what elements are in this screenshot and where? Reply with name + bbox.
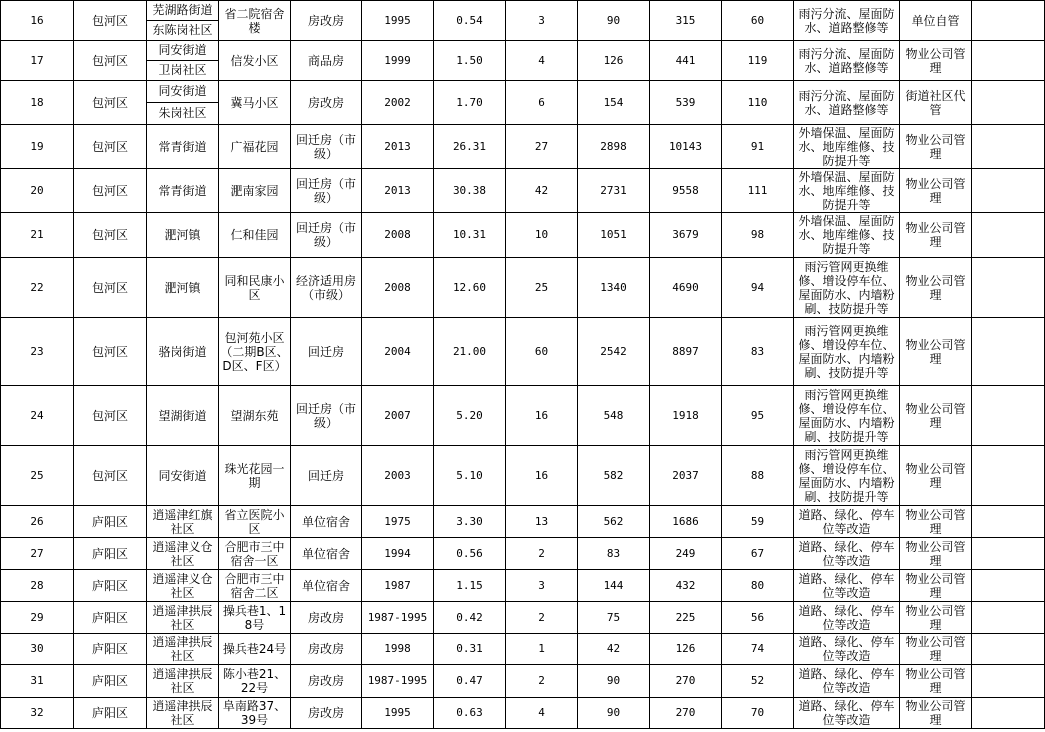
cell-no: 32 [1,698,74,729]
cell-no: 19 [1,125,74,169]
cell-name: 操兵巷1、18号 [219,602,291,634]
cell-buildings: 3 [506,570,578,602]
cell-area: 0.42 [434,602,506,634]
cell-buildings: 42 [506,169,578,213]
cell-empty [972,446,1045,506]
cell-mgmt: 物业公司管理 [900,506,972,538]
street-name: 同安街道 [158,84,207,98]
cell-mgmt: 物业公司管理 [900,386,972,446]
cell-mgmt: 物业公司管理 [900,125,972,169]
cell-mgmt: 物业公司管理 [900,538,972,570]
cell-households: 1051 [578,213,650,258]
cell-area: 3.30 [434,506,506,538]
cell-score: 88 [722,446,794,506]
cell-district: 包河区 [74,213,147,258]
cell-district: 包河区 [74,169,147,213]
cell-street: 淝河镇 [147,258,219,318]
cell-street: 逍遥津拱辰社区 [147,665,219,698]
cell-mgmt: 街道社区代管 [900,81,972,125]
cell-mgmt: 物业公司管理 [900,258,972,318]
cell-district: 庐阳区 [74,570,147,602]
cell-year: 2007 [362,386,434,446]
cell-empty [972,125,1045,169]
cell-area: 5.10 [434,446,506,506]
table-row [1,213,1045,258]
cell-no: 27 [1,538,74,570]
cell-no: 31 [1,665,74,698]
cell-name: 合肥市三中宿舍一区 [219,538,291,570]
cell-empty [972,665,1045,698]
table-row [1,41,1045,81]
cell-score: 95 [722,386,794,446]
cell-empty [972,506,1045,538]
cell-type: 回迁房（市级） [291,213,362,258]
cell-people: 249 [650,538,722,570]
cell-empty [972,1,1045,41]
cell-people: 225 [650,602,722,634]
cell-content: 道路、绿化、停车位等改造 [794,538,900,570]
street-name: 芜湖路街道 [152,3,213,17]
cell-households: 90 [578,1,650,41]
cell-area: 26.31 [434,125,506,169]
cell-households: 2898 [578,125,650,169]
cell-name: 操兵巷24号 [219,634,291,665]
cell-mgmt: 物业公司管理 [900,41,972,81]
cell-people: 9558 [650,169,722,213]
cell-households: 90 [578,665,650,698]
cell-name: 信发小区 [219,41,291,81]
cell-type: 房改房 [291,698,362,729]
cell-district: 庐阳区 [74,634,147,665]
cell-district: 庐阳区 [74,665,147,698]
cell-area: 21.00 [434,318,506,386]
cell-street: 逍遥津义仓社区 [147,570,219,602]
cell-buildings: 2 [506,602,578,634]
table-row [1,665,1045,698]
cell-district: 包河区 [74,1,147,41]
cell-content: 道路、绿化、停车位等改造 [794,570,900,602]
cell-people: 1918 [650,386,722,446]
cell-content: 雨污管网更换维修、增设停车位、屋面防水、内墙粉刷、技防提升等 [794,446,900,506]
cell-mgmt: 物业公司管理 [900,665,972,698]
cell-year: 1987-1995 [362,665,434,698]
table-row [1,386,1045,446]
cell-no: 20 [1,169,74,213]
table-row [1,538,1045,570]
cell-name: 阜南路37、39号 [219,698,291,729]
cell-district: 包河区 [74,41,147,81]
cell-mgmt: 物业公司管理 [900,446,972,506]
cell-name: 广福花园 [219,125,291,169]
cell-content: 雨污管网更换维修、增设停车位、屋面防水、内墙粉刷、技防提升等 [794,318,900,386]
cell-type: 回迁房 [291,446,362,506]
cell-street: 骆岗街道 [147,318,219,386]
cell-buildings: 16 [506,446,578,506]
cell-no: 28 [1,570,74,602]
cell-type: 房改房 [291,602,362,634]
cell-buildings: 27 [506,125,578,169]
cell-mgmt: 物业公司管理 [900,318,972,386]
cell-households: 582 [578,446,650,506]
cell-type: 单位宿舍 [291,538,362,570]
cell-type: 房改房 [291,81,362,125]
cell-area: 12.60 [434,258,506,318]
community-name: 卫岗社区 [147,60,218,80]
cell-name: 淝南家园 [219,169,291,213]
cell-no: 22 [1,258,74,318]
cell-empty [972,570,1045,602]
cell-district: 包河区 [74,318,147,386]
cell-content: 外墙保温、屋面防水、地库维修、技防提升等 [794,213,900,258]
table-row [1,446,1045,506]
cell-area: 0.47 [434,665,506,698]
cell-area: 30.38 [434,169,506,213]
cell-area: 0.56 [434,538,506,570]
cell-empty [972,258,1045,318]
cell-people: 539 [650,81,722,125]
cell-score: 119 [722,41,794,81]
cell-type: 回迁房（市级） [291,386,362,446]
cell-households: 562 [578,506,650,538]
cell-empty [972,81,1045,125]
cell-no: 29 [1,602,74,634]
cell-street: 逍遥津拱辰社区 [147,698,219,729]
cell-people: 126 [650,634,722,665]
cell-year: 1987-1995 [362,602,434,634]
cell-content: 外墙保温、屋面防水、地库维修、技防提升等 [794,169,900,213]
cell-empty [972,318,1045,386]
cell-score: 56 [722,602,794,634]
cell-content: 雨污分流、屋面防水、道路整修等 [794,81,900,125]
cell-name: 包河苑小区（二期B区、D区、F区） [219,318,291,386]
cell-mgmt: 物业公司管理 [900,634,972,665]
cell-type: 单位宿舍 [291,570,362,602]
cell-area: 10.31 [434,213,506,258]
cell-empty [972,538,1045,570]
cell-district: 庐阳区 [74,698,147,729]
cell-type: 房改房 [291,1,362,41]
cell-empty [972,386,1045,446]
cell-no: 25 [1,446,74,506]
cell-mgmt: 物业公司管理 [900,602,972,634]
cell-people: 2037 [650,446,722,506]
cell-street: 逍遥津红旗社区 [147,506,219,538]
table-row [1,698,1045,729]
cell-buildings: 2 [506,665,578,698]
cell-score: 98 [722,213,794,258]
cell-people: 1686 [650,506,722,538]
cell-buildings: 4 [506,41,578,81]
cell-street: 常青街道 [147,125,219,169]
cell-year: 1975 [362,506,434,538]
table-row [1,506,1045,538]
cell-area: 1.15 [434,570,506,602]
cell-empty [972,213,1045,258]
cell-district: 包河区 [74,125,147,169]
cell-type: 经济适用房（市级） [291,258,362,318]
cell-no: 26 [1,506,74,538]
cell-people: 270 [650,665,722,698]
cell-year: 2003 [362,446,434,506]
cell-year: 2004 [362,318,434,386]
cell-year: 2002 [362,81,434,125]
cell-no: 17 [1,41,74,81]
cell-district: 庐阳区 [74,538,147,570]
cell-content: 雨污分流、屋面防水、道路整修等 [794,1,900,41]
cell-street: 逍遥津拱辰社区 [147,602,219,634]
cell-people: 270 [650,698,722,729]
community-name: 朱岗社区 [147,102,218,124]
cell-people: 3679 [650,213,722,258]
cell-content: 雨污管网更换维修、增设停车位、屋面防水、内墙粉刷、技防提升等 [794,386,900,446]
cell-street [147,81,219,125]
cell-name: 省二院宿舍楼 [219,1,291,41]
cell-street [147,41,219,81]
cell-year: 1995 [362,698,434,729]
cell-people: 315 [650,1,722,41]
cell-empty [972,634,1045,665]
cell-content: 外墙保温、屋面防水、地库维修、技防提升等 [794,125,900,169]
cell-street: 同安街道 [147,446,219,506]
cell-name: 冀马小区 [219,81,291,125]
cell-type: 单位宿舍 [291,506,362,538]
cell-score: 91 [722,125,794,169]
cell-households: 144 [578,570,650,602]
table-row [1,570,1045,602]
cell-households: 2731 [578,169,650,213]
cell-empty [972,169,1045,213]
cell-no: 16 [1,1,74,41]
cell-households: 2542 [578,318,650,386]
cell-district: 包河区 [74,386,147,446]
cell-name: 合肥市三中宿舍二区 [219,570,291,602]
cell-district: 包河区 [74,81,147,125]
cell-street [147,1,219,41]
table-row [1,634,1045,665]
cell-mgmt: 物业公司管理 [900,570,972,602]
cell-content: 道路、绿化、停车位等改造 [794,506,900,538]
cell-score: 110 [722,81,794,125]
cell-year: 2008 [362,213,434,258]
table-row [1,258,1045,318]
cell-name: 省立医院小区 [219,506,291,538]
cell-no: 24 [1,386,74,446]
table-row [1,169,1045,213]
cell-households: 90 [578,698,650,729]
cell-content: 雨污分流、屋面防水、道路整修等 [794,41,900,81]
cell-empty [972,41,1045,81]
cell-score: 52 [722,665,794,698]
cell-district: 包河区 [74,258,147,318]
cell-no: 23 [1,318,74,386]
cell-district: 庐阳区 [74,506,147,538]
cell-name: 陈小巷21、22号 [219,665,291,698]
cell-content: 雨污管网更换维修、增设停车位、屋面防水、内墙粉刷、技防提升等 [794,258,900,318]
street-name: 同安街道 [158,43,207,57]
cell-street: 逍遥津拱辰社区 [147,634,219,665]
cell-year: 2008 [362,258,434,318]
cell-content: 道路、绿化、停车位等改造 [794,665,900,698]
cell-buildings: 2 [506,538,578,570]
cell-name: 同和民康小区 [219,258,291,318]
cell-empty [972,698,1045,729]
table-row [1,602,1045,634]
cell-buildings: 6 [506,81,578,125]
cell-year: 1987 [362,570,434,602]
cell-district: 庐阳区 [74,602,147,634]
cell-households: 548 [578,386,650,446]
cell-content: 道路、绿化、停车位等改造 [794,602,900,634]
cell-households: 126 [578,41,650,81]
cell-area: 1.70 [434,81,506,125]
cell-year: 1994 [362,538,434,570]
cell-households: 83 [578,538,650,570]
cell-buildings: 13 [506,506,578,538]
cell-buildings: 3 [506,1,578,41]
cell-street: 望湖街道 [147,386,219,446]
cell-name: 望湖东苑 [219,386,291,446]
cell-buildings: 1 [506,634,578,665]
cell-people: 10143 [650,125,722,169]
table-row [1,318,1045,386]
cell-mgmt: 物业公司管理 [900,213,972,258]
cell-buildings: 25 [506,258,578,318]
cell-households: 42 [578,634,650,665]
cell-empty [972,602,1045,634]
table-body [1,1,1045,729]
table-row [1,81,1045,125]
cell-people: 4690 [650,258,722,318]
cell-mgmt: 物业公司管理 [900,169,972,213]
cell-street: 常青街道 [147,169,219,213]
cell-type: 房改房 [291,634,362,665]
cell-area: 5.20 [434,386,506,446]
cell-mgmt: 单位自管 [900,1,972,41]
cell-no: 30 [1,634,74,665]
cell-score: 83 [722,318,794,386]
cell-score: 67 [722,538,794,570]
cell-year: 1999 [362,41,434,81]
cell-people: 8897 [650,318,722,386]
cell-area: 0.31 [434,634,506,665]
cell-type: 商品房 [291,41,362,81]
cell-score: 59 [722,506,794,538]
cell-district: 包河区 [74,446,147,506]
cell-no: 18 [1,81,74,125]
cell-score: 111 [722,169,794,213]
cell-type: 房改房 [291,665,362,698]
cell-type: 回迁房 [291,318,362,386]
cell-area: 0.54 [434,1,506,41]
cell-buildings: 60 [506,318,578,386]
cell-name: 仁和佳园 [219,213,291,258]
cell-score: 60 [722,1,794,41]
community-name: 东陈岗社区 [147,20,218,40]
cell-type: 回迁房（市级） [291,169,362,213]
cell-year: 1998 [362,634,434,665]
cell-score: 94 [722,258,794,318]
cell-street: 逍遥津义仓社区 [147,538,219,570]
cell-content: 道路、绿化、停车位等改造 [794,698,900,729]
cell-buildings: 4 [506,698,578,729]
cell-name: 珠光花园一期 [219,446,291,506]
cell-year: 2013 [362,125,434,169]
cell-no: 21 [1,213,74,258]
cell-year: 2013 [362,169,434,213]
cell-households: 154 [578,81,650,125]
cell-households: 1340 [578,258,650,318]
table-row [1,1,1045,41]
cell-score: 80 [722,570,794,602]
cell-people: 441 [650,41,722,81]
cell-area: 0.63 [434,698,506,729]
cell-score: 74 [722,634,794,665]
cell-mgmt: 物业公司管理 [900,698,972,729]
cell-street: 淝河镇 [147,213,219,258]
cell-content: 道路、绿化、停车位等改造 [794,634,900,665]
cell-buildings: 16 [506,386,578,446]
cell-area: 1.50 [434,41,506,81]
cell-buildings: 10 [506,213,578,258]
cell-people: 432 [650,570,722,602]
cell-year: 1995 [362,1,434,41]
table-row [1,125,1045,169]
cell-type: 回迁房（市级） [291,125,362,169]
cell-score: 70 [722,698,794,729]
cell-households: 75 [578,602,650,634]
